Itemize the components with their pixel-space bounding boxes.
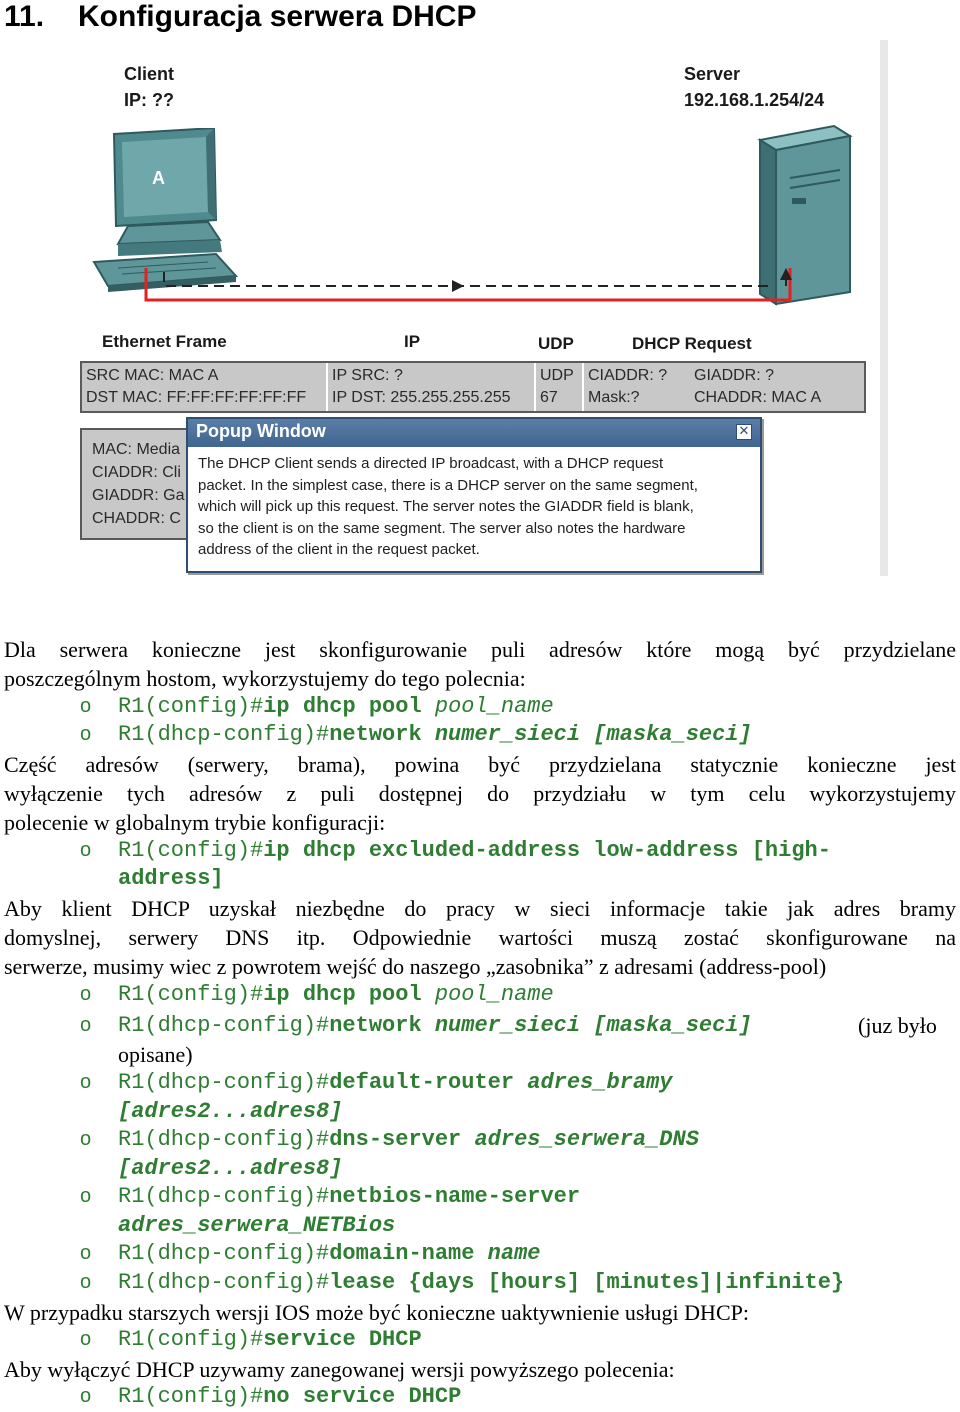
udp-cell [536,363,584,411]
paragraph-line: domyslnej, serwery DNS itp. Odpowiednie wartości muszą zostać skonfigurowane na [4,925,956,950]
bullet: o [80,839,92,861]
command-item [80,692,956,721]
popup-line: address of the client in the request packet. [198,541,480,558]
command: R1(config)#no service DHCP [118,1384,462,1409]
frame-row [80,361,866,413]
ip-dst: IP DST: 255.255.255.255 [332,389,511,406]
command-continuation [80,1154,956,1183]
bullet: o [80,1271,92,1293]
popup-line: so the client is on the same segment. The server also notes the hardware [198,519,686,537]
command-item [80,836,956,865]
command-item [80,1325,956,1354]
server-label: Server [684,64,741,84]
network-cable [138,268,798,308]
close-icon[interactable]: ✕ [736,424,752,440]
command-item [80,980,956,1009]
bullet: o [80,695,92,717]
command: [adres2...adres8] [118,1099,343,1124]
command: address] [118,866,224,891]
paragraph-line: wyłączenie tych adresów z puli dostępnej do przydziału w tym celu wykorzystujemy [4,781,956,806]
ciaddr: CIADDR: ? [588,367,668,384]
command-continuation [80,1211,956,1240]
command-item [80,1011,956,1040]
ethernet-cell [82,363,328,411]
udp-label: UDP [540,367,574,384]
client-ip: IP: ?? [124,90,174,110]
paragraph-line: polecenie w globalnym trybie konfiguracji: [4,810,386,835]
command: [adres2...adres8] [118,1156,343,1181]
section-title: Konfiguracja serwera DHCP [78,0,477,33]
paragraph-line: Część adresów (serwery, brama), powina być przydzielana statycznie konieczne jest [4,752,956,777]
command: R1(dhcp-config)#domain-name name [118,1241,541,1266]
bullet: o [80,1328,92,1350]
popup-line: which will pick up this request. The server notes the GIADDR field is blank, [198,498,694,515]
client-label: Client [124,64,175,84]
bullet: o [80,1185,92,1207]
popup-title: Popup Window [196,421,326,441]
command-item [80,1068,956,1097]
server-ip: 192.168.1.254/24 [684,90,825,110]
paragraph-4 [4,1298,956,1327]
paragraph-2 [4,750,956,837]
command: adres_serwera_NETBios [118,1213,396,1238]
chaddr: CHADDR: MAC A [694,389,822,406]
paragraph-line: Dla serwera konieczne jest skonfigurowanie puli adresów które mogą być przydzielane [4,637,956,662]
bullet: o [80,1385,92,1407]
command-note: opisane) [118,1042,193,1067]
pc-letter: A [152,168,165,188]
paragraph-1 [4,635,956,693]
paragraph-line: poszczególnym hostom, wykorzystujemy do tego polecnia: [4,666,526,691]
command: R1(config)#service DHCP [118,1327,422,1352]
mask: Mask:? [588,389,640,406]
command: R1(config)#ip dhcp excluded-address low-address [high- [118,838,831,863]
dhcp-figure [78,40,890,578]
command-item [80,1268,956,1297]
command: R1(dhcp-config)#netbios-name-server [118,1184,581,1209]
giaddr: GIADDR: ? [694,367,775,384]
col-ethernet: Ethernet Frame [102,332,227,351]
dhcp-cell-a [584,363,690,411]
command-item [80,720,956,749]
command-continuation [80,1097,956,1126]
dhcp-cell-b [690,363,864,411]
bullet: o [80,723,92,745]
command: R1(config)#ip dhcp pool pool_name [118,982,554,1007]
command: R1(dhcp-config)#network numer_sieci [maska_seci] [118,1013,752,1038]
section-number: 11. [4,0,45,33]
dst-mac: DST MAC: FF:FF:FF:FF:FF:FF [86,389,307,406]
section-heading [4,0,476,34]
src-mac: SRC MAC: MAC A [86,367,219,384]
command: R1(dhcp-config)#default-router adres_bramy [118,1070,673,1095]
bullet: o [80,1242,92,1264]
col-ip: IP [404,332,421,351]
bullet: o [80,1014,92,1036]
command: R1(dhcp-config)#network numer_sieci [maska_seci] [118,722,752,747]
popup-line: packet. In the simplest case, there is a DHCP server on the same segment, [198,476,698,494]
command: R1(dhcp-config)#dns-server adres_serwera_DNS [118,1127,699,1152]
paragraph-line: serwerze, musimy wiec z powrotem wejść do naszego „zasobnika” z adresami (address-pool) [4,954,827,979]
popup-line: The DHCP Client sends a directed IP broadcast, with a DHCP request [198,455,664,472]
ip-cell [328,363,536,411]
paragraph-line: Aby klient DHCP uzyskał niezbędne do pracy w sieci informacje takie jak adres bramy [4,896,956,921]
udp-port: 67 [540,389,558,406]
bullet: o [80,1128,92,1150]
command: R1(dhcp-config)#lease {days [hours] [minutes]|infinite} [118,1270,845,1295]
command-note: (juz było [858,1013,937,1038]
command-item [80,1239,956,1268]
command-continuation [80,1040,956,1069]
bullet: o [80,983,92,1005]
figure-edge [880,40,888,576]
paragraph-5 [4,1355,956,1384]
paragraph-3 [4,894,956,981]
info-line: CHADDR: C [92,510,181,527]
popup-window [186,417,762,573]
command-item [80,1125,956,1154]
bullet: o [80,1071,92,1093]
paragraph-line: Aby wyłączyć DHCP uzywamy zanegowanej wersji powyższego polecenia: [4,1357,675,1382]
ip-src: IP SRC: ? [332,367,403,384]
command-continuation [80,864,956,893]
info-line: CIADDR: Cli [92,464,181,481]
popup-title-bar [188,419,760,447]
col-dhcp: DHCP Request [632,334,752,353]
command-item [80,1382,956,1411]
paragraph-line: W przypadku starszych wersji IOS może być konieczne uaktywnienie usługi DHCP: [4,1300,749,1325]
info-line: GIADDR: Ga [92,487,185,504]
command-item [80,1182,956,1211]
command: R1(config)#ip dhcp pool pool_name [118,694,554,719]
col-udp: UDP [538,334,574,353]
info-line: MAC: Media [92,441,181,458]
popup-text [188,447,760,561]
